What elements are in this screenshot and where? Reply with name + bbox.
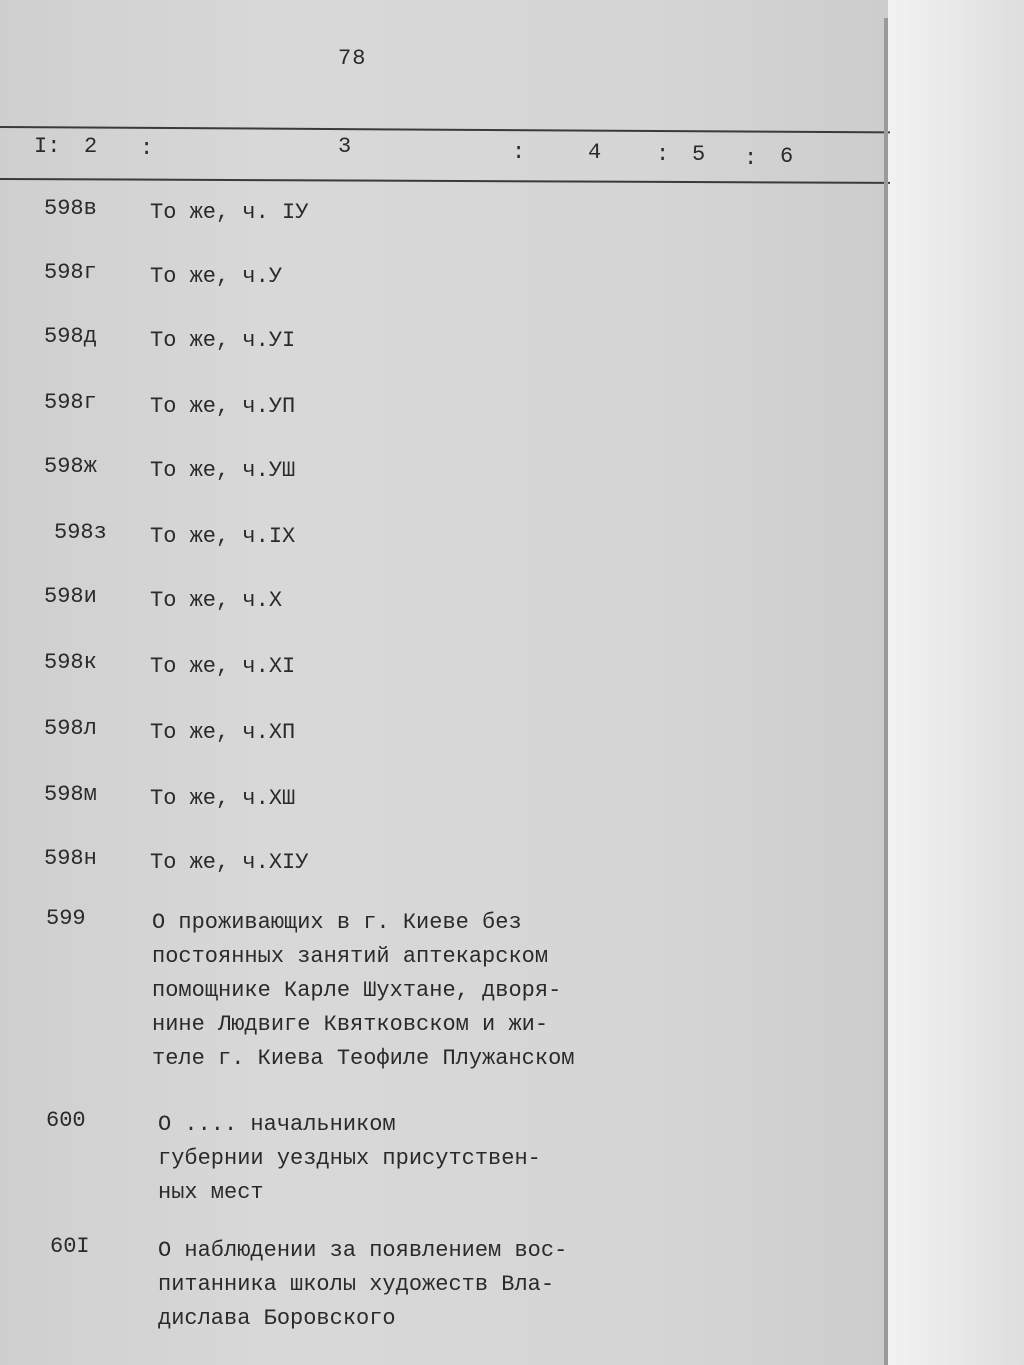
- entry-number: 598к: [44, 650, 97, 675]
- entry-description: То же, ч.УШ: [150, 458, 296, 483]
- entry-description: То же, ч. IУ: [150, 200, 309, 225]
- entry-number: 598ж: [44, 454, 97, 479]
- page-number: 78: [338, 46, 367, 71]
- entry-number: 598л: [44, 716, 97, 741]
- entry-description: То же, ч.Х: [150, 588, 283, 613]
- column-header-4: 4: [588, 140, 602, 165]
- entry-number: 598н: [44, 846, 97, 871]
- entry-description: О проживающих в г. Киеве без постоянных занятий аптекарском помощнике Карле Шухтане, дворя- нине Людвиге Квятковском и жи- теле г. Киева Теофиле Плужанском: [152, 910, 575, 1071]
- underlying-sheet: [888, 0, 1024, 1365]
- entry-description: То же, ч.ХIУ: [150, 850, 309, 875]
- header-rule-top: [0, 126, 890, 133]
- column-header-6: 6: [780, 144, 794, 169]
- entry-description: То же, ч.У: [150, 264, 283, 289]
- entry-description: То же, ч.УП: [150, 394, 296, 419]
- entry-number: 599: [46, 906, 86, 931]
- column-header-5: 5: [692, 142, 706, 167]
- column-separator: :: [744, 146, 758, 171]
- entry-description: О .... начальником губернии уездных присутствен- ных мест: [158, 1112, 541, 1205]
- entry-description: То же, ч.IХ: [150, 524, 296, 549]
- entry-number: 598г: [44, 390, 97, 415]
- entry-description: О наблюдении за появлением вос- питанника школы художеств Вла- дислава Боровского: [158, 1238, 568, 1331]
- entry-description: То же, ч.ХП: [150, 720, 296, 745]
- column-header-3: 3: [338, 134, 352, 159]
- column-separator: :: [512, 140, 526, 165]
- entry-number: 598в: [44, 196, 97, 221]
- entry-number: 598г: [44, 260, 97, 285]
- header-rule-bottom: [0, 178, 890, 184]
- entry-number: 600: [46, 1108, 86, 1133]
- column-header-1: I:: [34, 134, 61, 159]
- column-separator: :: [656, 142, 670, 167]
- entry-number: 598и: [44, 584, 97, 609]
- page-edge: [884, 18, 888, 1365]
- column-header-2: 2: [84, 134, 98, 159]
- entry-description: То же, ч.ХШ: [150, 786, 296, 811]
- entry-number: 598м: [44, 782, 97, 807]
- entry-description: То же, ч.ХI: [150, 654, 296, 679]
- entry-number: 60I: [50, 1234, 90, 1259]
- entry-number: 598д: [44, 324, 97, 349]
- entry-number: 598з: [54, 520, 107, 545]
- entry-description: То же, ч.УI: [150, 328, 296, 353]
- column-separator: :: [140, 136, 154, 161]
